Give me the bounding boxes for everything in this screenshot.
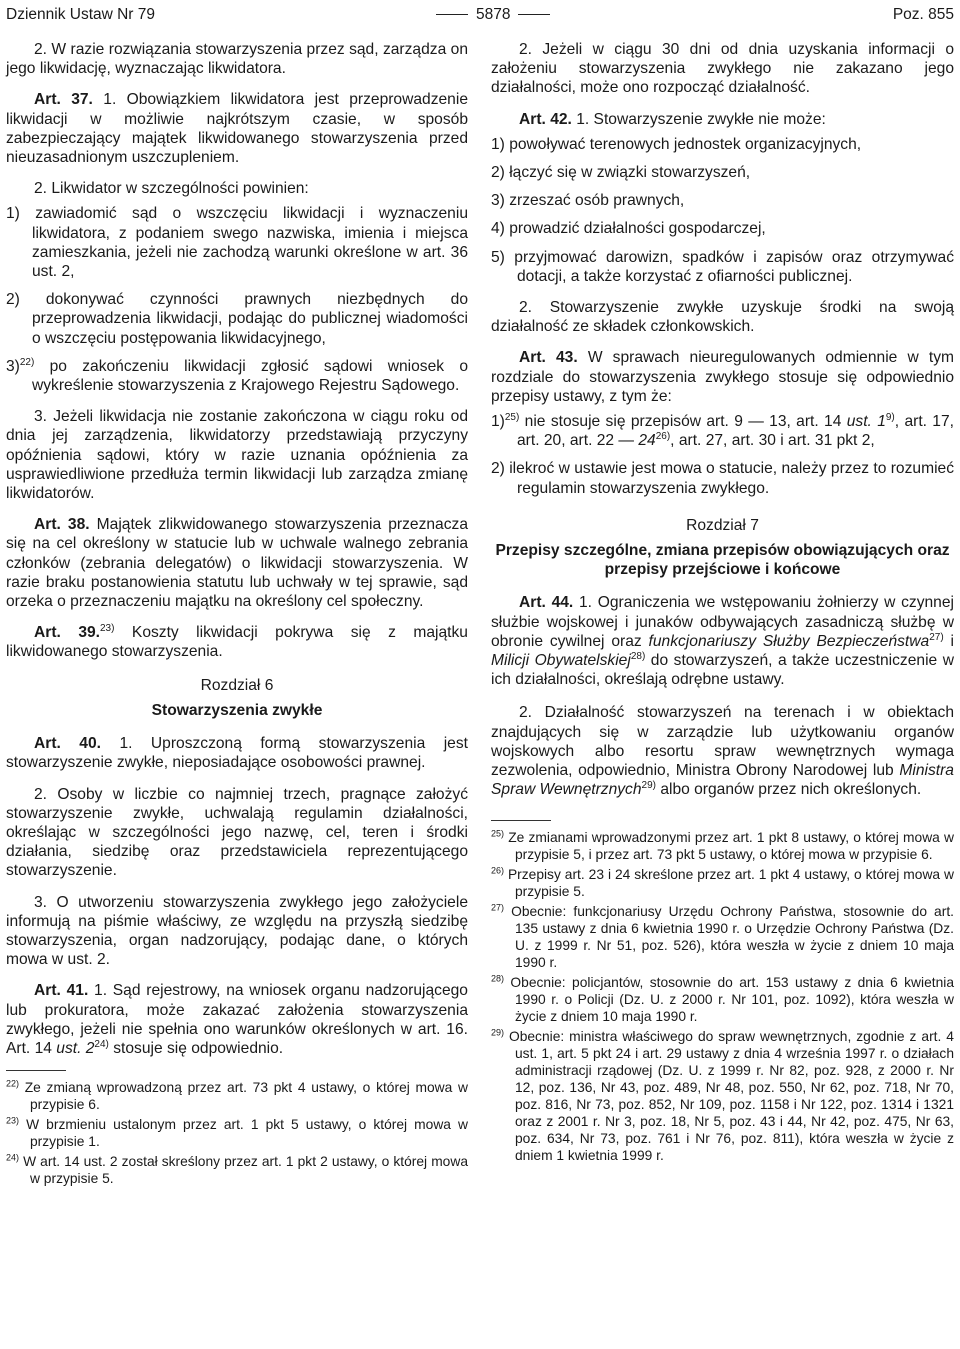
chapter-title: Stowarzyszenia zwykłe xyxy=(151,701,323,719)
list-item: 5) przyjmować darowizn, spadków i zapisów oraz otrzymywać dotacji, a także korzystać z ofiarności publicznej. xyxy=(491,248,954,285)
list-item: 2) łączyć się w związki stowarzyszeń, xyxy=(491,164,751,182)
footnote-ref: 26) xyxy=(655,431,671,443)
footnote-text: Obecnie: funkcjonariusy Urzędu Ochrony Państwa, stosownie do art. 135 ustawy z dnia 6 kwietnia 1990 r. o Urzędzie Ochrony Państwa (Dz. U. z 1999 r. Nr 51, poz. 526), która weszła w życie z dniem 10 maja 1990 r. xyxy=(511,903,954,970)
list-item xyxy=(6,357,468,395)
footnote xyxy=(6,1116,468,1150)
footnote-text: Obecnie: ministra właściwego do spraw wewnętrznych, zgodnie z art. 4 ust. 1, art. 5 pkt 24 i art. 29 ustawy z dnia 4 września 1997 r. o działach administracji rządowej (Dz. U. z 1999 r. Nr 82, poz. 928, z 2000 r. Nr 12, poz. 136, Nr 43, poz. 489, Nr 48, poz. 550, Nr 62, poz. 718, Nr 70, poz. 816, Nr 73, poz. 852, Nr 109, poz. 1158 i Nr 122, poz. 1314 i 1321 oraz z 2001 r. Nr 3, poz. 18, Nr 5, poz. 43 i 44, Nr 42, poz. 475, Nr 63, poz. 634, Nr 73, poz. 761 i Nr 76, poz. 811), która weszła w życie z dniem 1 kwietnia 1999 r. xyxy=(508,1028,954,1163)
item-number: 1) xyxy=(491,413,505,431)
paragraph: 2. W razie rozwiązania stowarzyszenia przez sąd, zarządza on jego likwidację, wyznaczając likwidatora. xyxy=(6,41,468,78)
footnote-ref: 9) xyxy=(885,411,895,423)
italic-ref: 24 xyxy=(638,432,656,450)
paragraph-text: albo organów przez nich określonych. xyxy=(660,781,922,799)
position-number: Poz. 855 xyxy=(892,6,954,23)
right-column xyxy=(491,40,954,1167)
chapter-heading: Rozdział 6 xyxy=(200,676,274,694)
article-label: Art. 43. xyxy=(519,349,578,367)
paragraph-text: 1. Stowarzyszenie zwykłe nie może: xyxy=(576,110,826,128)
paragraph: 2. Likwidator w szczególności powinien: xyxy=(34,180,309,198)
footnote xyxy=(491,829,954,863)
article-label: Art. 41. xyxy=(34,982,89,1000)
italic-ref: Milicji Obywatelskiej xyxy=(491,652,631,670)
paragraph: 2. Stowarzyszenie zwykłe uzyskuje środki na swoją działalność ze składek członkowskich. xyxy=(491,299,954,336)
list-item: 1) zawiadomić sąd o wszczęciu likwidacji i wyznaczeniu likwidatora, z podaniem swego nazwiska, imienia i miejsca zamieszkania, jeżeli nie zachodzą warunki określone w art. 36 ust. 2, xyxy=(6,205,468,281)
footnote-ref: 27) xyxy=(929,631,944,643)
footnote xyxy=(491,866,954,900)
italic-ref: ust. 1 xyxy=(846,413,886,431)
article-label: Art. 37. xyxy=(34,91,93,109)
footnote xyxy=(6,1153,468,1187)
paragraph xyxy=(491,703,954,799)
footnote-number: 25) xyxy=(491,827,505,838)
footnote-number: 26) xyxy=(491,864,505,875)
footnote-ref: 23) xyxy=(100,623,115,635)
paragraph-text: 1. Ograniczenia we wstępowaniu żołnierzy w czynnej służbie wojskowej i junaków odbywających zasadniczą służbę w obronie cywilnej oraz xyxy=(491,594,954,650)
footnote-text: W art. 14 ust. 2 został skreślony przez art. 1 pkt 2 ustawy, o której mowa w przypisie 5. xyxy=(23,1154,468,1187)
footnote-ref: 25) xyxy=(504,411,520,423)
footnote-text: Ze zmianą wprowadzoną przez art. 73 pkt 4 ustawy, o której mowa w przypisie 6. xyxy=(24,1080,468,1113)
footnote-number: 27) xyxy=(491,901,505,912)
footnote-text: Ze zmianami wprowadzonymi przez art. 1 pkt 8 ustawy, o której mowa w przypisie 5, i przez art. 73 pkt 5 ustawy, o której mowa w przypisie 6. xyxy=(508,829,954,862)
footnote xyxy=(491,1028,954,1164)
paragraph-text: W sprawach nieuregulowanych odmiennie w tym rozdziale do stowarzyszenia zwykłego stosuje się odpowiednio przepisy ustawy, z tym że: xyxy=(491,349,954,405)
article-42 xyxy=(491,110,954,129)
footnote-text: Przepisy art. 23 i 24 skreślone przez art. 1 pkt 4 ustawy, o której mowa w przypisie 5. xyxy=(507,866,954,899)
paragraph-text: 2. Działalność stowarzyszeń na terenach i w obiektach znajdujących się w zarządzie lub użytkowaniu organów wojskowych albo resortu spraw wewnętrznych wymaga zezwolenia, odpowiednio, Ministra Obrony Narodowej lub xyxy=(491,704,954,780)
item-text: nie stosuje się przepisów art. 9 — 13, art. 14 xyxy=(524,413,842,431)
footnote xyxy=(6,1079,468,1113)
paragraph: 3. O utworzeniu stowarzyszenia zwykłego jego założyciele informują na piśmie właściwy, ze względu na przyszłą siedzibę stowarzyszenia, organ nadzorujący, podając dane, o których mowa w ust. 2. xyxy=(6,893,468,969)
italic-ref: ust. 2 xyxy=(56,1039,95,1057)
page-number-block xyxy=(428,6,558,24)
dash-left xyxy=(436,14,468,15)
paragraph: 2. Osoby w liczbie co najmniej trzech, pragnące założyć stowarzyszenie zwykłe, uchwalają regulamin działalności, określając w szczególności jego nazwę, cel, teren i środki działania, siedzibę oraz przedstawiciela reprezentującego stowarzyszenie. xyxy=(6,785,468,880)
paragraph: 3. Jeżeli likwidacja nie zostanie zakończona w ciągu roku od dnia jej zarządzenia, likwidatorzy przedstawiają przyczyny opóźnienia sądowi, który w razie uznania opóźnienia za usprawiedliwione przedłuża termin likwidacji lub zarządza zmianę likwidatorów. xyxy=(6,408,468,503)
footnote-ref: 24) xyxy=(94,1038,109,1050)
paragraph-text: do stowarzyszeń, a także uczestniczenie w ich działalności, określają odrębne ustawy. xyxy=(491,652,954,689)
paragraph-text: Majątek zlikwidowanego stowarzyszenia przeznacza się na cel określony w statucie lub w uchwale walnego zebrania członków (zebrania delegatów) o likwidacji stowarzyszenia. W razie braku postanowienia statutu lub uchwały w tej sprawie, sąd orzeka o przeznaczeniu majątku na określony cel społeczny. xyxy=(6,516,468,611)
paragraph-text: 1. Sąd rejestrowy, na wniosek organu nadzorującego lub prokuratora, może zakazać założenia stowarzyszenia zwykłego, jeżeli nie spełnia ono warunków określonych w art. 16. Art. 14 xyxy=(6,982,468,1057)
footnote-ref: 22) xyxy=(19,356,35,368)
article-label: Art. 38. xyxy=(34,516,90,534)
item-number: 3) xyxy=(6,357,20,375)
item-text: , art. 27, art. 30 i art. 31 pkt 2, xyxy=(670,432,875,450)
list-item: 4) prowadzić działalności gospodarczej, xyxy=(491,220,766,238)
footnote-number: 24) xyxy=(6,1152,20,1163)
chapter-heading: Rozdział 7 xyxy=(686,516,759,534)
article-label: Art. 39. xyxy=(34,624,100,642)
article-40 xyxy=(6,734,468,772)
footnote-separator xyxy=(6,1070,66,1071)
article-37 xyxy=(6,90,468,167)
list-item: 2) dokonywać czynności prawnych niezbędnych do przeprowadzenia likwidacji, podając do publicznej wiadomości o wszczęciu postępowania likwidacyjnego, xyxy=(6,291,468,347)
chapter-title: Przepisy szczególne, zmiana przepisów obowiązujących oraz przepisy przejściowe i końcowe xyxy=(495,542,950,579)
footnote-number: 29) xyxy=(491,1026,505,1037)
footnote-number: 22) xyxy=(6,1078,20,1089)
italic-ref: funkcjonariuszy Służby Bezpieczeństwa xyxy=(648,632,930,650)
paragraph: 2. Jeżeli w ciągu 30 dni od dnia uzyskania informacji o założeniu stowarzyszenia zwykłego nie zakazano jego działalności, może ono rozpocząć działalność. xyxy=(491,41,954,97)
article-label: Art. 44. xyxy=(519,594,574,612)
dash-right xyxy=(518,14,550,15)
footnote-separator xyxy=(491,820,551,821)
paragraph-text: 1. Uproszczoną formą stowarzyszenia jest stowarzyszenie zwykłe, nieposiadające osobowości prawnej. xyxy=(6,735,468,772)
paragraph-text: stosuje się odpowiednio. xyxy=(113,1039,284,1057)
page-header xyxy=(0,0,960,30)
list-item: 2) ilekroć w ustawie jest mowa o statucie, należy przez to rozumieć regulamin stowarzyszenia zwykłego. xyxy=(491,460,954,497)
footnote xyxy=(491,903,954,971)
paragraph-text: 1. Obowiązkiem likwidatora jest przeprowadzenie likwidacji w możliwie najkrótszym czasie, w sposób zabezpieczający majątek likwidowanego stowarzyszenia przed nieuzasadnionym uszczupleniem. xyxy=(6,91,468,167)
item-text: po zakończeniu likwidacji zgłosić sądowi wniosek o wykreślenie stowarzyszenia z Krajowego Rejestru Sądowego. xyxy=(32,357,468,395)
journal-title: Dziennik Ustaw Nr 79 xyxy=(6,6,156,23)
article-label: Art. 40. xyxy=(34,735,101,753)
article-43 xyxy=(491,348,954,406)
footnote-ref: 29) xyxy=(641,780,656,792)
article-39 xyxy=(6,623,468,661)
footnote-number: 28) xyxy=(491,972,505,983)
footnote-ref: 28) xyxy=(630,650,646,662)
list-item: 1) powoływać terenowych jednostek organizacyjnych, xyxy=(491,135,862,153)
footnote xyxy=(491,974,954,1025)
page-number: 5878 xyxy=(476,6,511,23)
list-item: 3) zrzeszać osób prawnych, xyxy=(491,192,685,210)
footnote-number: 23) xyxy=(6,1115,20,1126)
item-text: , art. 17, art. 20, art. 22 — xyxy=(517,413,954,450)
left-column xyxy=(6,40,468,1190)
footnote-text: W brzmieniu ustalonym przez art. 1 pkt 5 ustawy, o której mowa w przypisie 1. xyxy=(26,1117,468,1150)
paragraph-text: Koszty likwidacji pokrywa się z majątku likwidowanego stowarzyszenia. xyxy=(6,624,468,661)
list-item xyxy=(491,412,954,450)
footnote-text: Obecnie: policjantów, stosownie do art. 153 ustawy z dnia 6 kwietnia 1990 r. o Policji (Dz. U. z 2000 r. Nr 101, poz. 1092), która weszła w życie z dniem 10 maja 1990 r. xyxy=(510,974,954,1024)
article-44 xyxy=(491,593,954,689)
article-38 xyxy=(6,515,468,611)
paragraph-text: i xyxy=(950,632,954,650)
article-41 xyxy=(6,981,468,1058)
italic-ref: Ministra Spraw Wewnętrznych xyxy=(491,762,954,799)
article-label: Art. 42. xyxy=(519,110,572,128)
